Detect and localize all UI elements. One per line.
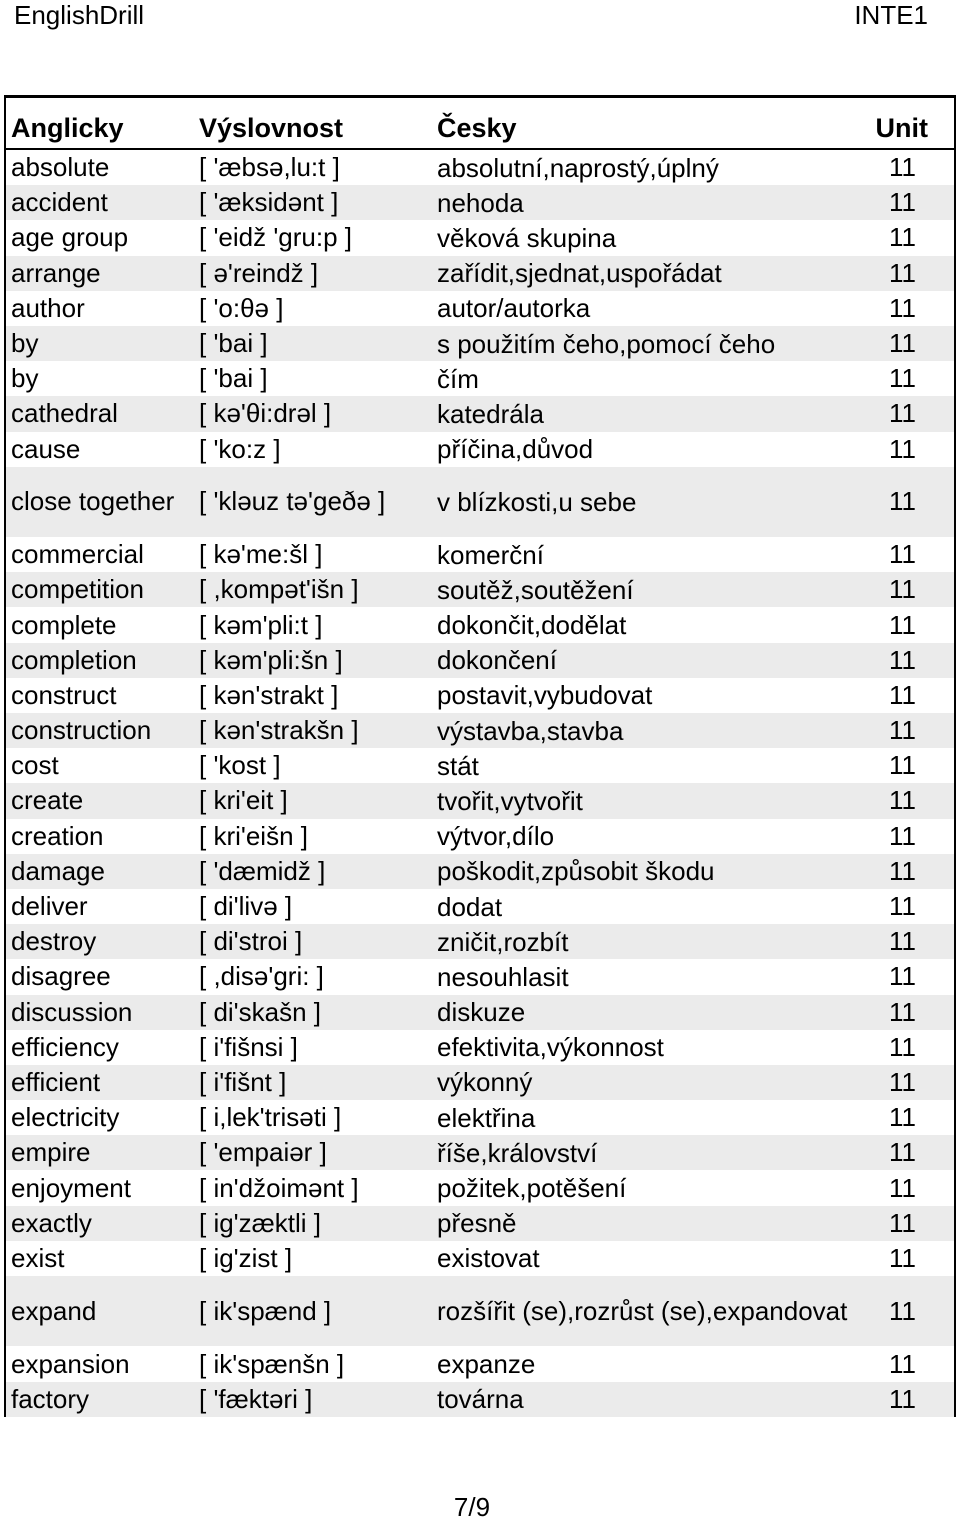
pronunciation: [ kə'me:šl ] bbox=[199, 539, 323, 570]
english-word: efficiency bbox=[11, 1031, 119, 1062]
english-word: by bbox=[11, 328, 39, 359]
pronunciation: [ kri'eit ] bbox=[199, 785, 288, 816]
unit-number: 11 bbox=[889, 398, 916, 429]
table-row bbox=[6, 1346, 954, 1381]
pronunciation: [ 'eidž 'gru:p ] bbox=[199, 222, 353, 253]
czech-translation: poškodit,způsobit škodu bbox=[437, 856, 715, 887]
czech-translation: dodat bbox=[437, 891, 503, 922]
pronunciation: [ 'bai ] bbox=[199, 363, 268, 394]
pronunciation: [ 'kləuz tə'geðə ] bbox=[199, 486, 386, 517]
unit-number: 11 bbox=[889, 328, 916, 359]
pronunciation: [ i'fišnsi ] bbox=[199, 1031, 298, 1062]
column-header-unit: Unit bbox=[875, 113, 928, 143]
table-row bbox=[6, 1135, 954, 1170]
table-row bbox=[6, 1276, 954, 1346]
unit-number: 11 bbox=[889, 996, 916, 1027]
unit-number: 11 bbox=[889, 1172, 916, 1203]
table-row bbox=[6, 678, 954, 713]
english-word: cost bbox=[11, 750, 59, 781]
pronunciation: [ di'skašn ] bbox=[199, 996, 322, 1027]
czech-translation: přesně bbox=[437, 1208, 517, 1239]
pronunciation: [ 'ko:z ] bbox=[199, 433, 281, 464]
czech-translation: továrna bbox=[437, 1384, 524, 1415]
unit-number: 11 bbox=[889, 1207, 916, 1238]
table-row bbox=[6, 432, 954, 467]
table-row bbox=[6, 607, 954, 642]
czech-translation: diskuze bbox=[437, 997, 526, 1028]
english-word: author bbox=[11, 292, 85, 323]
english-word: enjoyment bbox=[11, 1172, 131, 1203]
english-word: disagree bbox=[11, 961, 111, 992]
table-row bbox=[6, 959, 954, 994]
table-row bbox=[6, 291, 954, 326]
table-row bbox=[6, 854, 954, 889]
english-word: competition bbox=[11, 574, 144, 605]
table-row bbox=[6, 361, 954, 396]
english-word: completion bbox=[11, 644, 137, 675]
english-word: commercial bbox=[11, 539, 144, 570]
table-row bbox=[6, 537, 954, 572]
czech-translation: efektivita,výkonnost bbox=[437, 1032, 664, 1063]
english-word: cathedral bbox=[11, 398, 118, 429]
pronunciation: [ kri'eišn ] bbox=[199, 820, 308, 851]
pronunciation: [ kəm'pli:šn ] bbox=[199, 644, 343, 675]
czech-translation: stát bbox=[437, 750, 479, 781]
czech-translation: rozšířit (se),rozrůst (se),expandovat bbox=[437, 1296, 848, 1327]
czech-translation: zařídit,sjednat,uspořádat bbox=[437, 258, 722, 289]
czech-translation: soutěž,soutěžení bbox=[437, 574, 634, 605]
page-number: 7/9 bbox=[453, 1492, 491, 1522]
app-name: EnglishDrill bbox=[14, 0, 145, 30]
english-word: deliver bbox=[11, 891, 88, 922]
unit-number: 11 bbox=[889, 679, 916, 710]
table-row bbox=[6, 713, 954, 748]
table-row bbox=[6, 1241, 954, 1276]
pronunciation: [ 'fæktəri ] bbox=[199, 1383, 313, 1414]
pronunciation: [ ig'zæktli ] bbox=[199, 1207, 321, 1238]
pronunciation: [ ik'spænd ] bbox=[199, 1295, 332, 1326]
czech-translation: expanze bbox=[437, 1349, 536, 1379]
unit-number: 11 bbox=[889, 292, 916, 323]
unit-number: 11 bbox=[889, 257, 916, 288]
table-header bbox=[6, 98, 954, 150]
unit-number: 11 bbox=[889, 574, 916, 605]
pronunciation: [ ə'reindž ] bbox=[199, 257, 319, 288]
english-word: efficient bbox=[11, 1066, 101, 1097]
czech-translation: autor/autorka bbox=[437, 293, 591, 324]
czech-translation: příčina,důvod bbox=[437, 434, 594, 465]
english-word: exist bbox=[11, 1242, 65, 1273]
unit-number: 11 bbox=[889, 486, 916, 517]
english-word: create bbox=[11, 785, 84, 816]
unit-number: 11 bbox=[889, 961, 916, 992]
unit-number: 11 bbox=[889, 1295, 916, 1326]
pronunciation: [ ig'zist ] bbox=[199, 1242, 293, 1273]
unit-number: 11 bbox=[889, 222, 916, 253]
unit-number: 11 bbox=[889, 1383, 916, 1414]
czech-translation: nesouhlasit bbox=[437, 961, 569, 992]
english-word: close together bbox=[11, 486, 175, 517]
table-row bbox=[6, 185, 954, 220]
unit-number: 11 bbox=[889, 855, 916, 886]
unit-number: 11 bbox=[889, 187, 916, 218]
english-word: electricity bbox=[11, 1102, 120, 1133]
czech-translation: nehoda bbox=[437, 187, 524, 218]
table-row bbox=[6, 889, 954, 924]
table-row bbox=[6, 748, 954, 783]
english-word: construct bbox=[11, 679, 117, 710]
pronunciation: [ ,disə'gri: ] bbox=[199, 961, 324, 992]
pronunciation: [ in'džoimənt ] bbox=[199, 1172, 359, 1203]
unit-number: 11 bbox=[889, 891, 916, 922]
english-word: accident bbox=[11, 187, 108, 218]
czech-translation: katedrála bbox=[437, 398, 544, 429]
english-word: cause bbox=[11, 433, 81, 464]
unit-number: 11 bbox=[889, 1102, 916, 1133]
table-row bbox=[6, 1206, 954, 1241]
english-word: creation bbox=[11, 820, 104, 851]
table-row bbox=[6, 995, 954, 1030]
unit-number: 11 bbox=[889, 609, 916, 640]
pronunciation: [ ik'spænšn ] bbox=[199, 1348, 345, 1379]
table-row bbox=[6, 819, 954, 854]
pronunciation: [ i'fišnt ] bbox=[199, 1066, 287, 1097]
english-word: age group bbox=[11, 222, 129, 253]
table-row bbox=[6, 326, 954, 361]
english-word: absolute bbox=[11, 152, 110, 183]
pronunciation: [ kən'strakt ] bbox=[199, 679, 339, 710]
pronunciation: [ di'livə ] bbox=[199, 891, 293, 922]
pronunciation: [ 'æksidənt ] bbox=[199, 187, 339, 218]
table-row bbox=[6, 256, 954, 291]
unit-number: 11 bbox=[889, 363, 916, 394]
unit-number: 11 bbox=[889, 1242, 916, 1273]
english-word: damage bbox=[11, 855, 105, 886]
czech-translation: čím bbox=[437, 363, 479, 394]
table-row bbox=[6, 783, 954, 818]
czech-translation: požitek,potěšení bbox=[437, 1173, 627, 1204]
unit-number: 11 bbox=[889, 820, 916, 851]
pronunciation: [ kə'θi:drəl ] bbox=[199, 398, 332, 429]
column-header-czech: Česky bbox=[437, 113, 517, 143]
czech-translation: dokončení bbox=[437, 645, 557, 676]
pronunciation: [ i,lek'trisəti ] bbox=[199, 1102, 342, 1133]
column-header-english: Anglicky bbox=[11, 113, 124, 143]
czech-translation: komerční bbox=[437, 539, 544, 570]
english-word: expansion bbox=[11, 1348, 130, 1379]
czech-translation: absolutní,naprostý,úplný bbox=[437, 152, 719, 183]
unit-number: 11 bbox=[889, 539, 916, 570]
unit-number: 11 bbox=[889, 750, 916, 781]
english-word: expand bbox=[11, 1295, 97, 1326]
table-row bbox=[6, 924, 954, 959]
unit-number: 11 bbox=[889, 1348, 916, 1379]
table-body bbox=[6, 150, 954, 1417]
table-row bbox=[6, 1065, 954, 1100]
czech-translation: v blízkosti,u sebe bbox=[437, 486, 637, 517]
pronunciation: [ 'bai ] bbox=[199, 328, 268, 359]
english-word: discussion bbox=[11, 996, 133, 1027]
unit-number: 11 bbox=[889, 152, 916, 183]
table-row bbox=[6, 1382, 954, 1417]
czech-translation: výtvor,dílo bbox=[437, 821, 555, 852]
unit-number: 11 bbox=[889, 785, 916, 816]
pronunciation: [ 'dæmidž ] bbox=[199, 855, 326, 886]
table-row bbox=[6, 572, 954, 607]
column-header-pronunciation: Výslovnost bbox=[199, 113, 344, 143]
pronunciation: [ 'empaiər ] bbox=[199, 1137, 327, 1168]
pronunciation: [ ,kompət'išn ] bbox=[199, 574, 359, 605]
pronunciation: [ kəm'pli:t ] bbox=[199, 609, 323, 640]
english-word: by bbox=[11, 363, 39, 394]
pronunciation: [ 'æbsə,lu:t ] bbox=[199, 152, 340, 183]
pronunciation: [ 'o:θə ] bbox=[199, 292, 284, 323]
unit-number: 11 bbox=[889, 433, 916, 464]
czech-translation: elektřina bbox=[437, 1102, 536, 1133]
czech-translation: s použitím čeho,pomocí čeho bbox=[437, 328, 776, 359]
unit-number: 11 bbox=[889, 644, 916, 675]
english-word: arrange bbox=[11, 257, 101, 288]
czech-translation: zničit,rozbít bbox=[437, 926, 569, 957]
level-code: INTE1 bbox=[854, 0, 928, 30]
unit-number: 11 bbox=[889, 1066, 916, 1097]
english-word: complete bbox=[11, 609, 117, 640]
table-row bbox=[6, 1030, 954, 1065]
unit-number: 11 bbox=[889, 715, 916, 746]
pronunciation: [ di'stroi ] bbox=[199, 926, 303, 957]
unit-number: 11 bbox=[889, 926, 916, 957]
table-row bbox=[6, 643, 954, 678]
pronunciation: [ 'kost ] bbox=[199, 750, 281, 781]
czech-translation: tvořit,vytvořit bbox=[437, 785, 583, 816]
english-word: destroy bbox=[11, 926, 97, 957]
english-word: empire bbox=[11, 1137, 91, 1168]
table-row bbox=[6, 150, 954, 185]
english-word: factory bbox=[11, 1383, 90, 1414]
pronunciation: [ kən'strakšn ] bbox=[199, 715, 359, 746]
table-row bbox=[6, 1170, 954, 1205]
czech-translation: výstavba,stavba bbox=[437, 715, 624, 746]
unit-number: 11 bbox=[889, 1137, 916, 1168]
czech-translation: postavit,vybudovat bbox=[437, 680, 653, 711]
table-row bbox=[6, 467, 954, 537]
english-word: exactly bbox=[11, 1207, 92, 1238]
table-row bbox=[6, 396, 954, 431]
czech-translation: existovat bbox=[437, 1243, 540, 1274]
czech-translation: dokončit,dodělat bbox=[437, 610, 627, 641]
unit-number: 11 bbox=[889, 1031, 916, 1062]
english-word: construction bbox=[11, 715, 152, 746]
czech-translation: říše,království bbox=[437, 1137, 598, 1168]
czech-translation: výkonný bbox=[437, 1067, 533, 1098]
vocabulary-table bbox=[4, 95, 956, 1417]
table-row bbox=[6, 220, 954, 255]
czech-translation: věková skupina bbox=[437, 222, 617, 253]
table-row bbox=[6, 1100, 954, 1135]
